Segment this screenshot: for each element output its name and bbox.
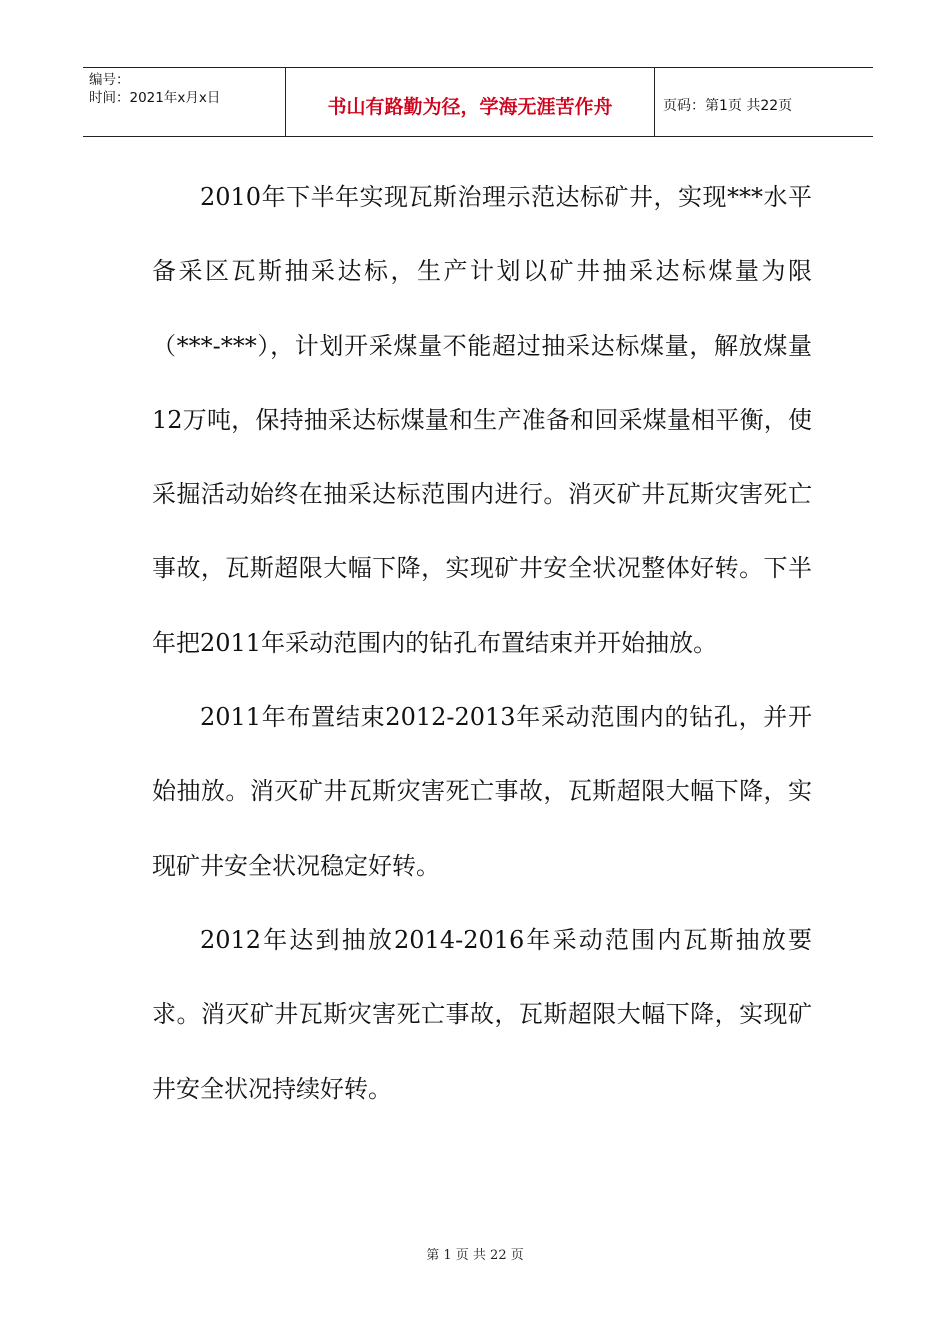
page-footer: 第 1 页 共 22 页: [426, 1248, 524, 1263]
body-paragraph: 2011年布置结束2012-2013年采动范围内的钻孔，并开始抽放。消灭矿井瓦斯灾害死亡事故，瓦斯超限大幅下降，实现矿井安全状况稳定好转。: [152, 703, 812, 880]
document-date-label: 时间：2021年x月x日: [89, 90, 221, 106]
document-body: [152, 160, 812, 1126]
header-page-label: 页码：第1页 共22页: [663, 98, 793, 114]
body-paragraph: 2012年达到抽放2014-2016年采动范围内瓦斯抽放要求。消灭矿井瓦斯灾害死亡事故，瓦斯超限大幅下降，实现矿井安全状况持续好转。: [152, 925, 812, 1103]
document-header: [83, 67, 873, 137]
body-paragraph: 2010年下半年实现瓦斯治理示范达标矿井，实现***水平备采区瓦斯抽采达标，生产计划以矿井抽采达标煤量为限（***-***），计划开采煤量不能超过抽采达标煤量，解放煤量12万吨，保持抽采达标煤量和生产准备和回采煤量相平衡，使采掘活动始终在抽采达标范围内进行。消灭矿井瓦斯灾害死亡事故，瓦斯超限大幅下降，实现矿井安全状况整体好转。下半年把2011年采动范围内的钻孔布置结束并开始抽放。: [152, 183, 812, 657]
header-motto: 书山有路勤为径，学海无涯苦作舟: [286, 68, 655, 136]
header-meta: [83, 68, 286, 136]
document-number-label: 编号：: [89, 72, 130, 88]
